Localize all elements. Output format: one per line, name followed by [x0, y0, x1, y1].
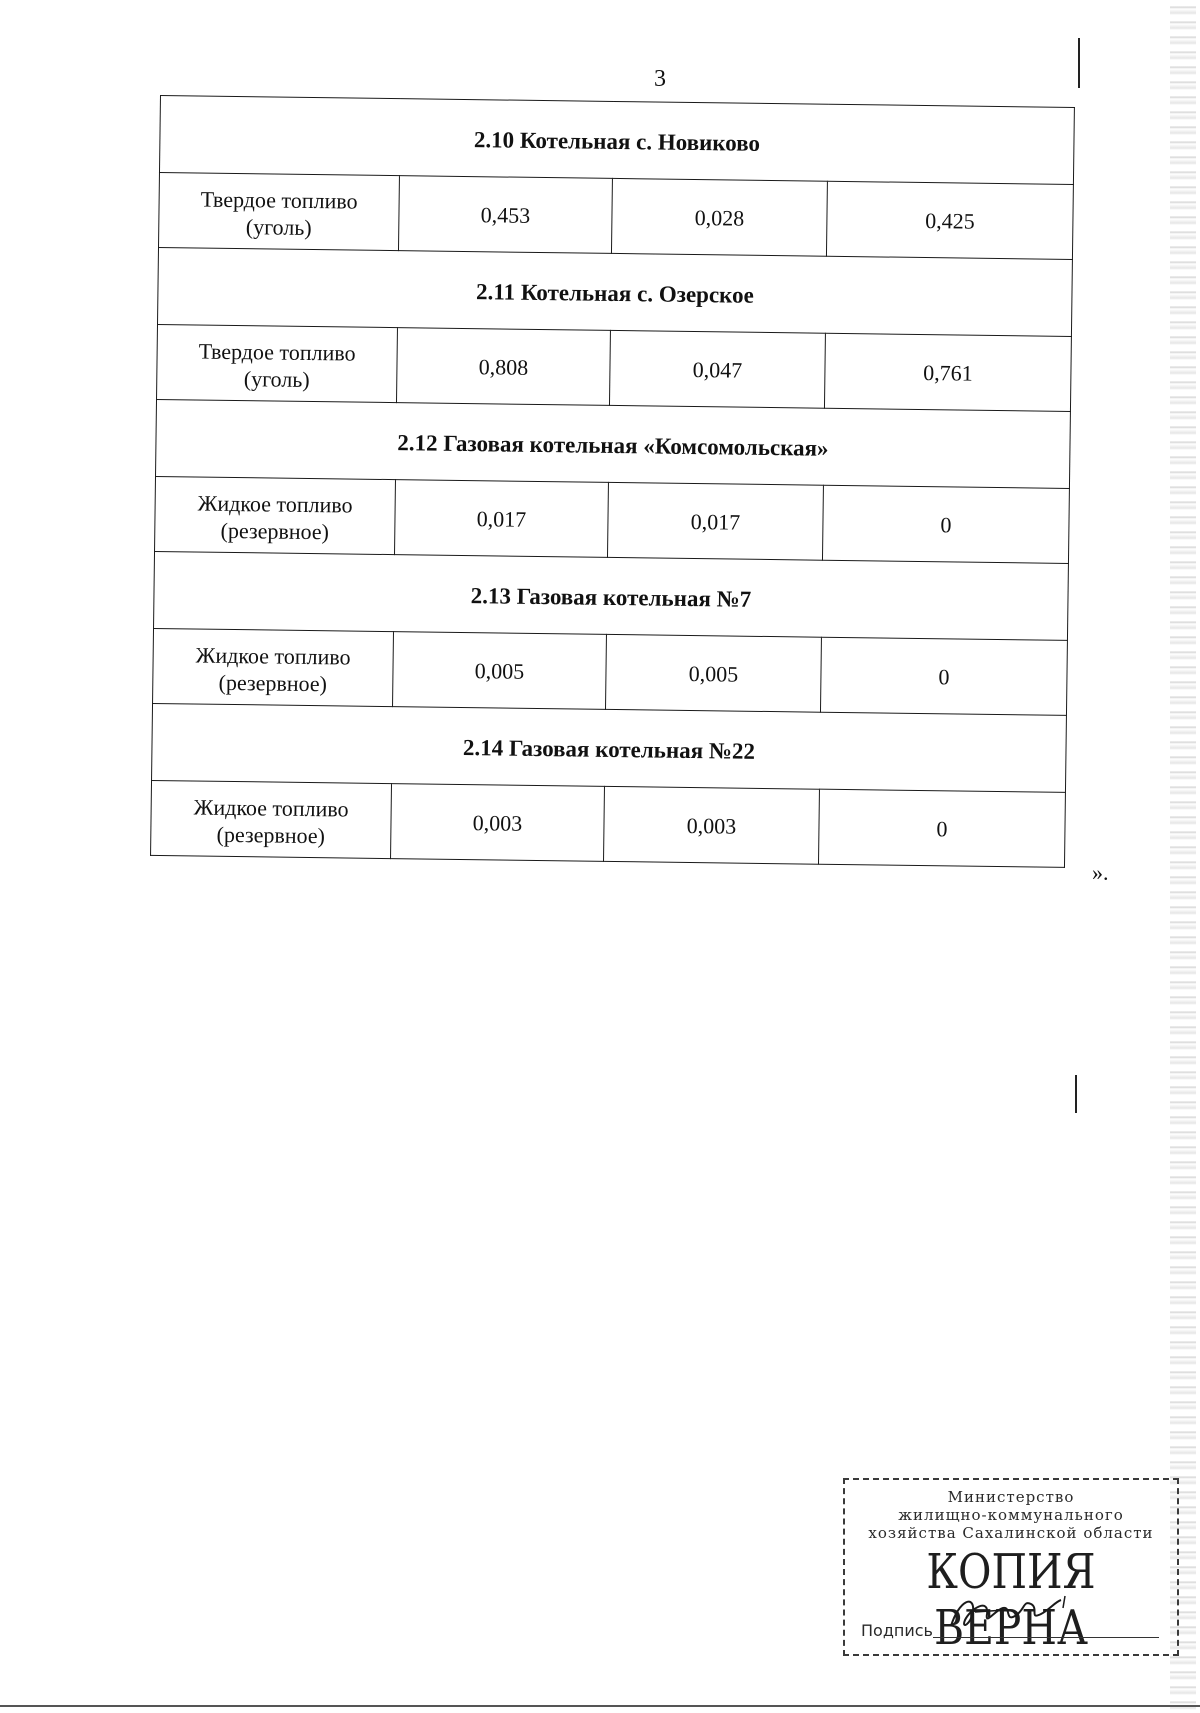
value-cell: 0 — [822, 485, 1069, 563]
section-title: 2.14 Газовая котельная №22 — [152, 703, 1067, 792]
section-row — [156, 399, 1071, 488]
value-cell: 0,047 — [609, 330, 825, 408]
section-row — [152, 703, 1067, 792]
fuel-subtype: (уголь) — [245, 214, 312, 240]
section-row — [159, 96, 1074, 185]
fuel-type-cell — [157, 324, 398, 402]
value-cell: 0 — [820, 637, 1067, 715]
table-row — [159, 172, 1074, 259]
scan-bottom-edge — [0, 1705, 1200, 1707]
fuel-type: Твердое топливо — [200, 186, 358, 214]
value-cell: 0,005 — [605, 634, 821, 712]
value-cell: 0,017 — [395, 480, 609, 558]
value-cell: 0,028 — [611, 178, 827, 256]
stamp-certified-copy: КОПИЯ ВЕРНА — [926, 1544, 1096, 1656]
scan-edge-noise — [1170, 0, 1196, 1713]
scan-mark — [1075, 1075, 1077, 1113]
stamp-ministry-line: хозяйства Сахалинской области — [868, 1524, 1154, 1542]
value-cell: 0,003 — [604, 786, 820, 864]
fuel-subtype: (уголь) — [243, 366, 310, 392]
section-row — [154, 551, 1069, 640]
fuel-type-cell — [159, 172, 400, 250]
fuel-type-cell — [151, 780, 392, 858]
fuel-type-cell — [153, 628, 394, 706]
section-title: 2.10 Котельная с. Новиково — [159, 96, 1074, 185]
fuel-table-container — [150, 95, 1074, 868]
stamp-ministry-line: Министерство — [947, 1488, 1075, 1506]
closing-quote-mark: ». — [1092, 860, 1109, 885]
value-cell: 0,453 — [398, 176, 612, 254]
fuel-subtype: (резервное) — [216, 821, 326, 849]
section-title: 2.11 Котельная с. Озерское — [157, 247, 1072, 336]
value-cell: 0,003 — [391, 784, 605, 862]
fuel-type: Жидкое топливо — [193, 794, 349, 822]
section-title: 2.12 Газовая котельная «Комсомольская» — [156, 399, 1071, 488]
page-number: 3 — [654, 66, 666, 92]
section-title: 2.13 Газовая котельная №7 — [154, 551, 1069, 640]
certification-stamp — [843, 1478, 1179, 1656]
value-cell: 0,808 — [396, 328, 610, 406]
table-row — [151, 780, 1066, 867]
table-row — [155, 476, 1070, 563]
section-row — [157, 247, 1072, 336]
value-cell: 0,425 — [826, 181, 1073, 259]
table-row — [153, 628, 1068, 715]
fuel-subtype: (резервное) — [218, 669, 328, 697]
fuel-type: Жидкое топливо — [195, 642, 351, 670]
signature-line — [933, 1637, 1159, 1638]
fuel-type: Твердое топливо — [198, 338, 356, 366]
stamp-ministry-line: жилищно-коммунального — [898, 1506, 1124, 1524]
handwritten-signature — [945, 1590, 1085, 1636]
table-row — [157, 324, 1072, 411]
value-cell: 0,005 — [393, 632, 607, 710]
value-cell: 0,017 — [607, 482, 823, 560]
value-cell: 0 — [818, 789, 1065, 867]
fuel-table — [150, 95, 1075, 868]
fuel-type: Жидкое топливо — [197, 490, 353, 518]
stamp-signature-label: Подпись — [861, 1621, 933, 1640]
fuel-subtype: (резервное) — [220, 517, 330, 545]
fuel-type-cell — [155, 476, 396, 554]
value-cell: 0,761 — [824, 333, 1071, 411]
